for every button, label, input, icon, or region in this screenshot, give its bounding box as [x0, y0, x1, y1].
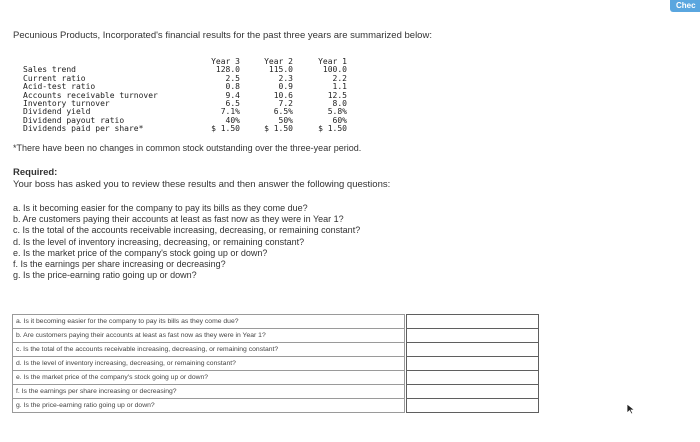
row-label: Inventory turnover	[23, 99, 110, 109]
answer-input[interactable]	[407, 371, 539, 385]
table-row	[23, 125, 347, 133]
answer-question: g. Is the price-earning ratio going up or down?	[13, 399, 405, 413]
table-header-year1: Year 1	[318, 57, 347, 66]
financial-results-table	[23, 58, 347, 134]
year3-value: 9.4	[225, 90, 240, 100]
row-label: Dividends paid per share*	[23, 124, 144, 134]
year3-value: 0.8	[225, 82, 240, 92]
year1-value: 12.5	[327, 90, 347, 100]
answer-input[interactable]	[407, 385, 539, 399]
answer-value[interactable]	[407, 371, 538, 384]
list-item: e. Is the market price of the company's stock going up or down?	[13, 247, 268, 258]
required-heading: Required:	[13, 167, 58, 178]
table-header-year2: Year 2	[264, 57, 293, 66]
row-label: Accounts receivable turnover	[23, 90, 158, 100]
answer-row	[13, 329, 539, 343]
year2-value: 7.2	[278, 99, 293, 109]
list-item: f. Is the earnings per share increasing or decreasing?	[13, 259, 226, 270]
year1-value: 60%	[332, 115, 347, 125]
answer-input[interactable]	[407, 399, 539, 413]
table-header-year3: Year 3	[211, 57, 240, 66]
year3-value: 7.1%	[220, 107, 240, 117]
answer-value[interactable]	[407, 343, 538, 356]
year1-value: $ 1.50	[318, 124, 347, 134]
year3-value: $ 1.50	[211, 124, 240, 134]
answer-input[interactable]	[407, 343, 539, 357]
list-item: d. Is the level of inventory increasing, decreasing, or remaining constant?	[13, 236, 305, 247]
answer-question: d. Is the level of inventory increasing, decreasing, or remaining constant?	[13, 357, 405, 371]
year2-value: $ 1.50	[264, 124, 293, 134]
required-section	[13, 167, 390, 191]
year3-value: 2.5	[225, 73, 240, 83]
row-label: Acid-test ratio	[23, 82, 96, 92]
year2-value: 10.6	[273, 90, 293, 100]
year1-value: 1.1	[332, 82, 347, 92]
table-footnote: *There have been no changes in common stock outstanding over the three-year period.	[13, 143, 362, 153]
answer-table	[12, 314, 539, 413]
year1-value: 8.0	[332, 99, 347, 109]
answer-question: a. Is it becoming easier for the company to pay its bills as they come due?	[13, 315, 405, 329]
answer-row	[13, 315, 539, 329]
answer-row	[13, 385, 539, 399]
answer-input[interactable]	[407, 357, 539, 371]
answer-question: b. Are customers paying their accounts at least as fast now as they were in Year 1?	[13, 329, 405, 343]
answer-value[interactable]	[407, 385, 538, 398]
answer-question: f. Is the earnings per share increasing or decreasing?	[13, 385, 405, 399]
answer-row	[13, 371, 539, 385]
list-item: a. Is it becoming easier for the company to pay its bills as they come due?	[13, 203, 308, 213]
year3-value: 128.0	[215, 65, 240, 75]
row-label: Sales trend	[23, 65, 76, 75]
year3-value: 40%	[225, 115, 240, 125]
year1-value: 100.0	[322, 65, 347, 75]
check-button[interactable]: Chec	[670, 0, 700, 12]
list-item: g. Is the price-earning ratio going up or down?	[13, 270, 197, 281]
year1-value: 2.2	[332, 73, 347, 83]
year2-value: 6.5%	[273, 107, 293, 117]
row-label: Dividend payout ratio	[23, 115, 125, 125]
year1-value: 5.8%	[327, 107, 347, 117]
row-label: Dividend yield	[23, 107, 91, 117]
list-item: c. Is the total of the accounts receivable increasing, decreasing, or remaining constant?	[13, 225, 361, 236]
year2-value: 2.3	[278, 73, 293, 83]
answer-input[interactable]	[407, 315, 539, 329]
row-label: Current ratio	[23, 73, 86, 83]
answer-value[interactable]	[407, 357, 538, 370]
answer-input[interactable]	[407, 329, 539, 343]
question-list	[13, 203, 360, 281]
year2-value: 50%	[278, 115, 293, 125]
answer-value[interactable]	[407, 329, 538, 342]
answer-question: c. Is the total of the accounts receivable increasing, decreasing, or remaining constant?	[13, 343, 405, 357]
list-item: b. Are customers paying their accounts at least as fast now as they were in Year 1?	[13, 214, 344, 225]
answer-row	[13, 399, 539, 413]
answer-row	[13, 357, 539, 371]
year3-value: 6.5	[225, 99, 240, 109]
required-instructions: Your boss has asked you to review these results and then answer the following questions:	[13, 179, 391, 190]
answer-row	[13, 343, 539, 357]
mouse-pointer-icon	[626, 403, 636, 415]
problem-intro: Pecunious Products, Incorporated's financial results for the past three years are summarized below:	[13, 30, 432, 41]
year2-value: 0.9	[278, 82, 293, 92]
answer-question: e. Is the market price of the company's stock going up or down?	[13, 371, 405, 385]
answer-value[interactable]	[407, 399, 538, 412]
year2-value: 115.0	[268, 65, 293, 75]
answer-value[interactable]	[407, 315, 538, 328]
